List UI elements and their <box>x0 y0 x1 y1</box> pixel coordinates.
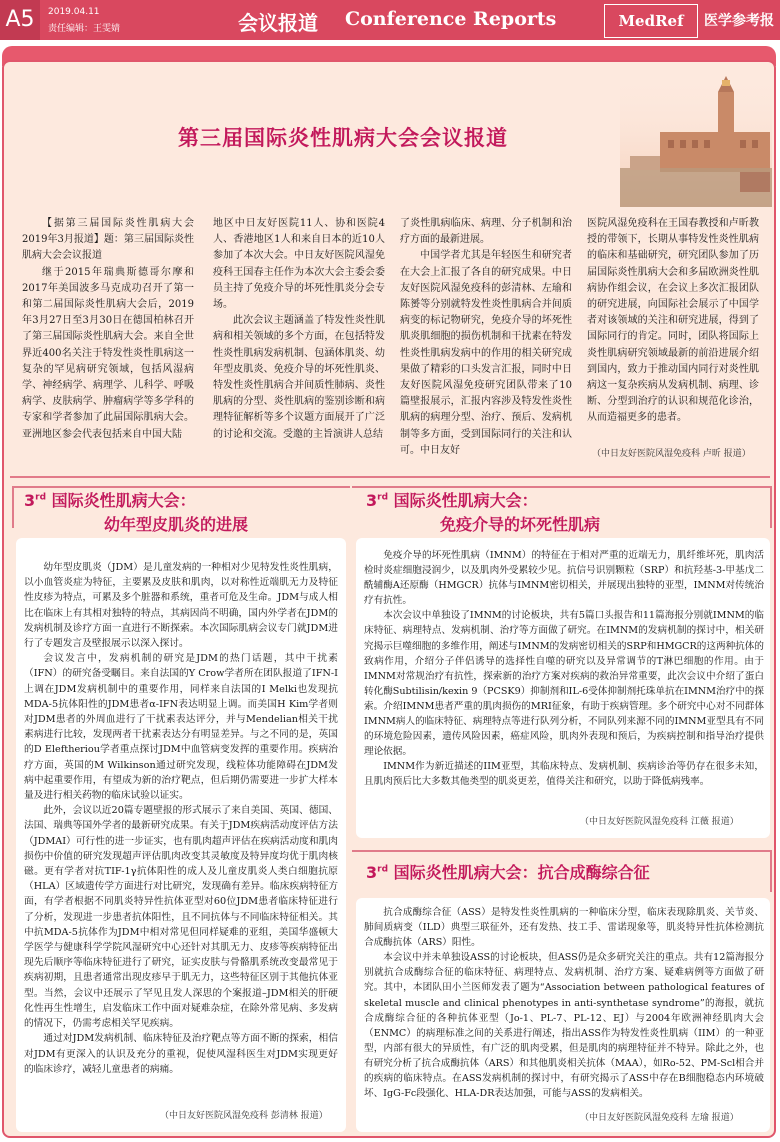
brand-logo: MedRef <box>604 4 698 38</box>
article-a-signature: （中日友好医院风湿免疫科 彭清林 报道） <box>160 1111 328 1121</box>
article-b-body <box>364 548 764 790</box>
intro-paragraph: 地区中日友好医院11人、协和医院4人、香港地区1人和来自日本的近10人参加了本次大会。中日友好医院风湿免疫科王国春主任作为本次大会主委会委员主持了免疫介导的坏死性肌炎分会专场。 <box>213 218 385 311</box>
issue-date: 2019.04.11 <box>48 7 100 17</box>
article-paragraph: 抗合成酶综合征（ASS）是特发性炎性肌病的一种临床分型，临床表现除肌炎、关节炎、肺间质病变（ILD）典型三联征外，还有发热、技工手、雷诺现象等，肌炎特异性抗体检测抗合成酶抗体（ARS）阳性。 <box>364 907 764 949</box>
title-text: 国际炎性肌病大会：抗合成酶综合征 <box>393 863 650 882</box>
section-divider <box>10 476 770 478</box>
title-ordinal-suffix: rd <box>377 864 389 875</box>
city-hall-illustration <box>620 72 772 207</box>
article-b-signature: （中日友好医院风湿免疫科 江薇 报道） <box>580 817 739 827</box>
article-b-title <box>366 488 538 511</box>
article-paragraph: 免疫介导的坏死性肌病（IMNM）的特征在于相对严重的近端无力，肌纤维坏死，肌肉活检时炎症细胞浸润少，以及肌肉外受累较少见。抗信号识别颗粒（SRP）和抗羟基-3-甲基戊二酰辅酶A还原酶（HMGCR）抗体与IMNM密切相关，并展现出独特的亚型，IMNM对传统治疗有抗性。 <box>364 550 764 607</box>
title-text: 国际炎性肌病大会： <box>393 491 538 510</box>
title-ordinal: 3 <box>24 491 36 510</box>
title-text: 国际炎性肌病大会： <box>51 491 196 510</box>
article-paragraph: 会议发言中，发病机制的研究是JDM的热门话题，其中干扰素（IFN）的研究备受瞩目。来自法国的Y Crow学者所在团队报道了IFN-I上调在JDM发病机制中的重要作用，同样来自法国的I Melki也发现抗MDA-5抗体阳性的JDM患者α-IFN表达明显上调。而美国H Kim学者则对JDM患者的外周血进行了干扰素表达评分，并与Mendelian相关干扰素病进行比较，发现两者干扰素表达分有明显差异。与之不同的是，英国的D Eleftheriou学者重点探讨JDM中血管病变发挥的重要作用。疾病治疗方面，英国的M Wilkinson通过研究发现，线粒体功能障碍在JDM发病中起重要作用，有望成为新的治疗靶点，但后期仍需要进一步扩大样本量及进行相关药物的临床试验以证实。 <box>24 653 338 802</box>
intro-column-1 <box>22 216 194 443</box>
title-ordinal: 3 <box>366 491 378 510</box>
section-title-cn: 会议报道 <box>238 11 318 35</box>
title-ordinal-suffix: rd <box>377 492 389 503</box>
intro-column-4 <box>587 216 759 427</box>
intro-signature: （中日友好医院风湿免疫科 卢昕 报道） <box>592 449 751 459</box>
article-a-title <box>24 488 196 511</box>
intro-column-3 <box>400 216 572 459</box>
article-a-body <box>24 560 338 1077</box>
intro-paragraph: 医院风湿免疫科在王国春教授和卢昕教授的带领下，长期从事特发性炎性肌病的临床和基础研究，研究团队参加了历届国际炎性肌病大会和多届欧洲炎性肌病协作组会议，在会议上多次汇报团队的研究进展，向国际社会展示了中国学者对该领域的关注和研究进展，得到了国际同行的肯定。同时，团队将国际上炎性肌病研究领域最新的前沿进展介绍到国内，致力于推动国内同行对炎性肌病这一复杂疾病从发病机制、病理、诊断、分型到治疗的认识和规范化诊治，从而造福更多的患者。 <box>587 218 759 424</box>
article-c-title <box>366 860 650 883</box>
article-paragraph: IMNM作为新近描述的IIM亚型，其临床特点、发病机制、疾病诊治等仍存在很多未知，且肌肉预后比大多数其他类型的肌炎更差，值得关注和研究，以助于降低病残率。 <box>364 761 764 788</box>
title-ordinal-suffix: rd <box>35 492 47 503</box>
intro-paragraph: 了炎性肌病临床、病理、分子机制和治疗方面的最新进展。 <box>400 218 572 246</box>
article-paragraph: 通过对JDM发病机制、临床特征及治疗靶点等方面不断的探索，相信对JDM有更深入的认识及充分的重视，促使风湿科医生对JDM实现更好的临床诊疗，减轻儿童患者的病痛。 <box>24 1033 338 1075</box>
article-paragraph: 本次会议中单独设了IMNM的讨论板块，共有5篇口头报告和11篇海报分别就IMNM的临床特征、病理特点、发病机制、治疗等方面做了研究。在IMNM的发病机制的探讨中，相关研究揭示巨噬细胞的多维作用，阐述与IMNM的发病密切相关的SRP和HMGCR的这两种抗体的致病作用，介绍分子伴侣诱导的选择性自噬的研究以及异常调节的T淋巴细胞的作用。由于IMNM对常规治疗有抗性，探索新的治疗方案对疾病的救治异常重要，此次会议中介绍了蛋白转化酶Subtilisin/kexin 9（PCSK9）抑制剂和IL-6受体抑制剂托珠单抗在IMNM治疗中的探索。介绍IMNM患者严重的肌肉损伤的MRI征象，有助于疾病管理。多个研究中心对不同群体IMNM病人的临床特征、病理特点等进行队列分析，不同队列来源不同的IMNM亚型具有不同的环境危险因素，遗传风险因素，癌症风险，肌肉外表现和预后，为疾病控制和指导治疗提供理论依据。 <box>364 610 764 758</box>
intro-paragraph: 中国学者尤其是年轻医生和研究者在大会上汇报了各自的研究成果。中日友好医院风湿免疫科的彭清林、左瑜和陈赟等分别就特发性炎性肌病合并间质病变的标记物研究，免疫介导的坏死性肌炎肌细胞的损伤机制和干扰素在特发性炎性肌病发病中的作用的相关研究成果做了精彩的口头发言汇报，同时中日友好医院风湿免疫研究团队带来了10篇壁报展示，汇报内容涉及特发性炎性肌病的病理分型、治疗、预后、发病机制等多方面，受到国际同行的关注和认可。中日友好 <box>400 250 572 456</box>
title-ordinal: 3 <box>366 863 378 882</box>
page-number: A5 <box>0 0 40 40</box>
intro-paragraph: 此次会议主题涵盖了特发性炎性肌病和相关领域的多个方面，在包括特发性炎性肌病发病机制、包涵体肌炎、幼年型皮肌炎、免疫介导的坏死性肌炎、特发性炎性肌病合并间质性肺病、炎性肌病的分型、炎性肌病的鉴别诊断和病理特征解析等多个议题方面展开了广泛的讨论和交流。受邀的主旨演讲人总结 <box>213 315 385 440</box>
intro-column-2 <box>213 216 385 443</box>
editor-credit: 责任编辑：王雯婧 <box>48 24 121 34</box>
article-c-body <box>364 905 764 1101</box>
article-a-subtitle: 幼年型皮肌炎的进展 <box>104 515 249 534</box>
article-paragraph: 本会议中并未单独设ASS的讨论板块，但ASS仍是众多研究关注的重点。共有12篇海报分别就抗合成酶综合征的临床特征、病理特点、发病机制、治疗方案、疑难病例等方面做了研究。其中，本团队田小兰医师发表了题为“Association between pathological features of skeletal muscle and clinical phenotypes in anti-synthetase syndrome”的海报，就抗合成酶综合征的各种抗体亚型（Jo-1、PL-7、PL-12、EJ）与2004年欧洲神经肌肉大会（ENMC）的病理标准之间的关系进行阐述，指出ASS作为特发性炎性肌病（IIM）的一种亚型，内部有很大的异质性，有广泛的肌肉受累，但是肌肉的病理特征并不特异。除此之外，也有研究分析了抗合成酶抗体（ARS）和其他肌炎相关抗体（MAA），如Ro-52、PM-Scl相合并的疾病的临床特点。在ASS发病机制的探讨中，有研究揭示了ASS中存在B细胞稳态内环境破坏、IgG-Fc段强化、HLA-DR表达加强，可能与ASS的发病相关。 <box>364 952 764 1100</box>
article-c-signature: （中日友好医院风湿免疫科 左瑜 报道） <box>580 1113 739 1123</box>
brand-name-cn: 医学参考报 <box>704 13 774 29</box>
article-paragraph: 幼年型皮肌炎（JDM）是儿童发病的一种相对少见特发性炎性肌病，以小血管炎症为特征，主要累及皮肤和肌肉，以对称性近端肌无力及特征性皮疹为特点，可累及多个脏器和系统，重者可危及生命。JDM与成人相比在临床上有其相对独特的特点，其病因尚不明确，国内外学者在JDM的发病机制及诊疗方面一直进行不断探索。本次国际肌病会议专门就JDM进行了专题发言及壁报展示以深入探讨。 <box>24 562 338 650</box>
article-b-subtitle: 免疫介导的坏死性肌病 <box>440 515 601 534</box>
section-title-en: Conference Reports <box>345 8 557 30</box>
article-paragraph: 此外，会议以近20篇专题壁报的形式展示了来自美国、英国、德国、法国、瑞典等国外学者的最新研究成果。有关于JDM疾病活动度评估方法（JDMAI）可行性的进一步证实，也有肌肉超声评估在疾病活动度和肌肉损伤中价值的研究发现超声评估肌肉改变其灵敏度及特异度均优于肌肉核磁。更有学者对抗TIF-1γ抗体阳性的成人及儿童皮肌炎人类白细胞抗原（HLA）区域遗传学方面进行对比研究，发现确有差异。临床疾病特征方面，有学者根据不同肌炎特异性抗体亚型对60位JDM患者临床特征进行了分析，发现进一步患者抗体阳性，且不同抗体与不同临床特征相关。其中抗MDA-5抗体作为JDM中相对常见但同样疑难的亚组，美国华盛顿大学医学与健康科学学院风湿研究中心还针对其肌无力、皮疹等疾病特征出现先后顺序等临床特征进行了研究，证实皮肤与骨骼肌系统改变最常见于疾病初期，且患者通常出现皮疹早于肌无力，这些特征区别于其他抗体亚型。当然，会议中还展示了罕见且发人深思的个案报道–JDM相关的肝硬化性再生性增生，启发临床工作中面对疑难杂症，在除外常见病、多发病的情况下，仍需考虑相关罕见疾病。 <box>24 805 338 1030</box>
intro-paragraph: 继于2015年瑞典斯德哥尔摩和2017年美国波多马克成功召开了第一和第二届国际炎性肌病大会后，2019年3月27日至3月30日在德国柏林召开了第三届国际炎性肌病大会。来自全世界近400名关注于特发性炎性肌病这一复杂的罕见病研究领域，包括风湿病学、神经病学、病理学、儿科学、呼吸病学、皮肤病学、肿瘤病学等多学科的专家和学者参加了此届国际肌病大会。亚洲地区参会代表包括来自中国大陆 <box>22 266 194 440</box>
main-title: 第三届国际炎性肌病大会会议报道 <box>178 126 508 150</box>
intro-paragraph: 【据第三届国际炎性肌病大会2019年3月报道】题：第三届国际炎性肌病大会会议报道 <box>22 218 194 262</box>
